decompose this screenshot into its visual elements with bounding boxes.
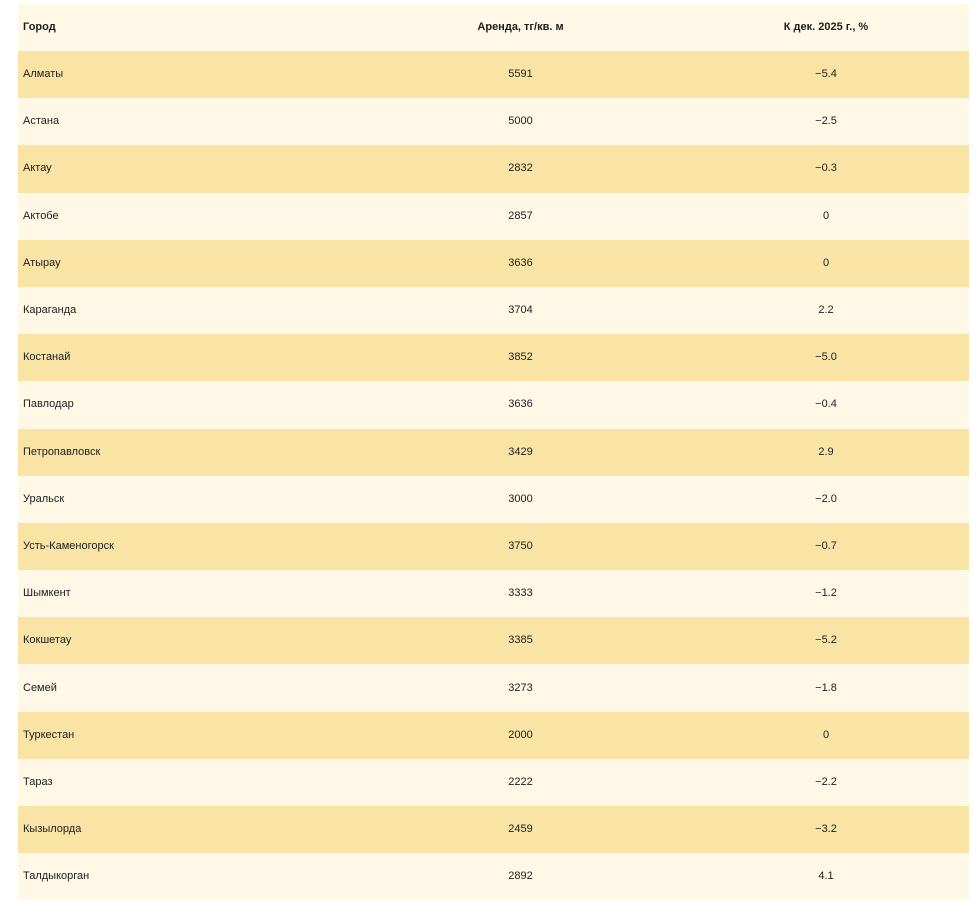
cell-rent: 2000 <box>333 712 683 759</box>
cell-rent: 3750 <box>333 523 683 570</box>
cell-change: 0 <box>683 712 969 759</box>
cell-rent: 3636 <box>333 381 683 428</box>
cell-city: Петропавловск <box>18 429 333 476</box>
table-row <box>18 51 969 98</box>
cell-change: −0.7 <box>683 523 969 570</box>
table-row <box>18 523 969 570</box>
table-row <box>18 617 969 664</box>
header-rent: Аренда, тг/кв. м <box>333 4 683 51</box>
table-row <box>18 98 969 145</box>
table-row <box>18 429 969 476</box>
rent-table-container <box>18 4 969 900</box>
cell-city: Алматы <box>18 51 333 98</box>
cell-change: −2.2 <box>683 759 969 806</box>
table-row <box>18 145 969 192</box>
table-row <box>18 240 969 287</box>
cell-city: Шымкент <box>18 570 333 617</box>
cell-city: Кокшетау <box>18 617 333 664</box>
cell-rent: 5591 <box>333 51 683 98</box>
cell-change: −2.5 <box>683 98 969 145</box>
cell-rent: 2222 <box>333 759 683 806</box>
table-row <box>18 853 969 900</box>
cell-city: Актобе <box>18 193 333 240</box>
cell-change: 4.1 <box>683 853 969 900</box>
cell-city: Атырау <box>18 240 333 287</box>
table-row <box>18 193 969 240</box>
table-row <box>18 476 969 523</box>
cell-city: Усть-Каменогорск <box>18 523 333 570</box>
cell-rent: 2459 <box>333 806 683 853</box>
cell-change: −0.4 <box>683 381 969 428</box>
table-row <box>18 334 969 381</box>
cell-city: Тараз <box>18 759 333 806</box>
cell-city: Туркестан <box>18 712 333 759</box>
table-body <box>18 51 969 900</box>
table-header-row <box>18 4 969 51</box>
table-row <box>18 759 969 806</box>
cell-change: 2.2 <box>683 287 969 334</box>
cell-change: −1.8 <box>683 664 969 711</box>
cell-city: Семей <box>18 664 333 711</box>
cell-rent: 2892 <box>333 853 683 900</box>
table-row <box>18 287 969 334</box>
cell-rent: 3333 <box>333 570 683 617</box>
table-row <box>18 712 969 759</box>
cell-change: −3.2 <box>683 806 969 853</box>
table-row <box>18 806 969 853</box>
cell-change: −5.2 <box>683 617 969 664</box>
cell-rent: 5000 <box>333 98 683 145</box>
cell-rent: 3273 <box>333 664 683 711</box>
header-city: Город <box>18 4 333 51</box>
cell-city: Актау <box>18 145 333 192</box>
cell-change: 0 <box>683 193 969 240</box>
cell-rent: 3000 <box>333 476 683 523</box>
cell-rent: 3429 <box>333 429 683 476</box>
cell-rent: 2832 <box>333 145 683 192</box>
cell-rent: 3852 <box>333 334 683 381</box>
cell-rent: 3385 <box>333 617 683 664</box>
cell-city: Костанай <box>18 334 333 381</box>
cell-rent: 2857 <box>333 193 683 240</box>
cell-city: Караганда <box>18 287 333 334</box>
cell-change: 0 <box>683 240 969 287</box>
cell-city: Павлодар <box>18 381 333 428</box>
cell-city: Кызылорда <box>18 806 333 853</box>
cell-change: 2.9 <box>683 429 969 476</box>
cell-change: −0.3 <box>683 145 969 192</box>
cell-change: −1.2 <box>683 570 969 617</box>
cell-change: −2.0 <box>683 476 969 523</box>
cell-city: Уральск <box>18 476 333 523</box>
cell-change: −5.0 <box>683 334 969 381</box>
header-change: К дек. 2025 г., % <box>683 4 969 51</box>
cell-city: Астана <box>18 98 333 145</box>
cell-rent: 3704 <box>333 287 683 334</box>
rent-table <box>18 4 969 900</box>
table-row <box>18 381 969 428</box>
cell-rent: 3636 <box>333 240 683 287</box>
cell-city: Талдыкорган <box>18 853 333 900</box>
table-row <box>18 664 969 711</box>
cell-change: −5.4 <box>683 51 969 98</box>
table-row <box>18 570 969 617</box>
